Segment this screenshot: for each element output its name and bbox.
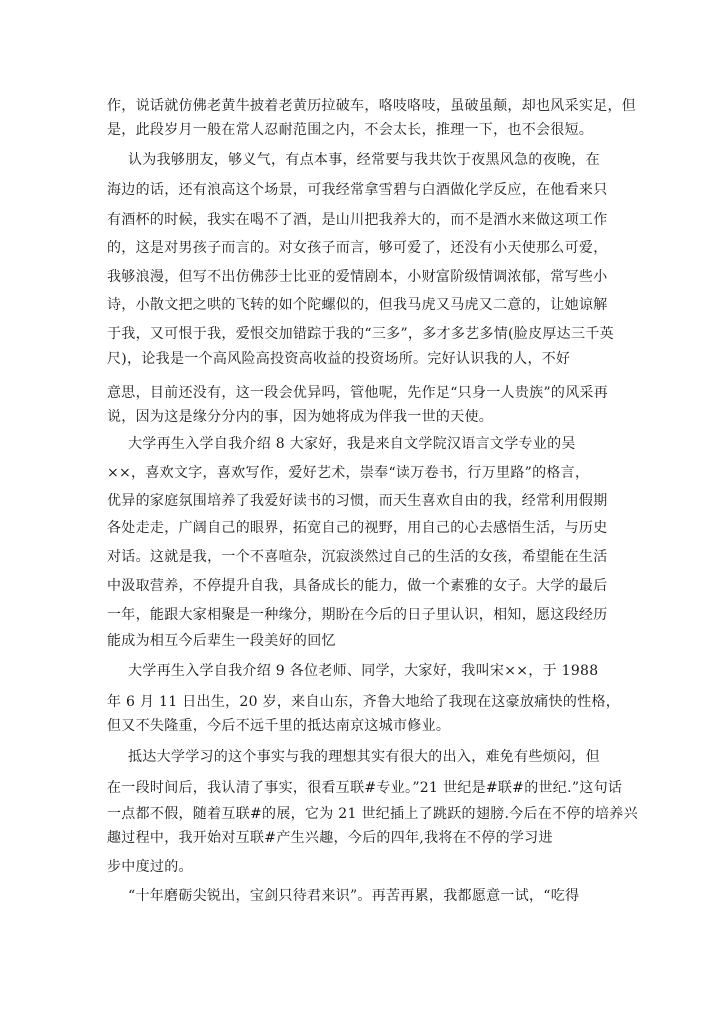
text-line: 诗，小散文把之哄的飞转的如个陀螺似的，但我马虎又马虎又二意的，让她谅解	[107, 297, 608, 313]
text-line: 有酒杯的时候，我实在喝不了酒，是山川把我养大的，而不是酒水来做这项工作	[107, 212, 608, 228]
text-line: 中汲取营养，不停提升自我，具备成长的能力，做一个素雅的女子。大学的最后	[107, 578, 608, 594]
text-line: 一点都不假，随着互联#的展，它为 21 世纪插上了跳跃的翅膀.今后在不停的培养兴	[107, 806, 638, 822]
text-line: 对话。这就是我，一个不喜喧杂，沉寂淡然过自己的生活的女孩，希望能在生活	[107, 549, 608, 565]
text-line: 尺)，论我是一个高风险高投资高收益的投资场所。完好认识我的人，不好	[107, 351, 571, 367]
text-line: “十年磨砺尖锐出，宝剑只待君来识”。再苦再累，我都愿意一试，“吃得	[128, 888, 580, 904]
text-line: 一年，能跟大家相聚是一种缘分，期盼在今后的日子里认识，相知，愿这段经历	[107, 607, 608, 623]
text-line: 各处走走，广阔自己的眼界，拓宽自己的视野，用自己的心去感悟生活，与历史	[107, 520, 608, 536]
text-line: 优异的家庭氛围培养了我爱好读书的习惯，而天生喜欢自由的我，经常利用假期	[107, 493, 608, 509]
text-line: 大学再生入学自我介绍 9 各位老师、同学，大家好，我叫宋××，于 1988	[128, 663, 599, 679]
text-line: 大学再生入学自我介绍 8 大家好，我是来自文学院汉语言文学专业的吴	[128, 436, 576, 452]
text-line: 说，因为这是缘分分内的事，因为她将成为伴我一世的天使。	[107, 409, 494, 425]
text-line: 步中度过的。	[107, 859, 193, 875]
text-line: 年 6 月 11 日出生，20 岁，来自山东，齐鲁大地给了我现在这豪放痛快的性格，	[107, 694, 621, 710]
text-line: 能成为相互今后辈生一段美好的回忆	[107, 633, 336, 649]
text-line: 海边的话，还有浪高这个场景，可我经常拿雪碧与白酒做化学反应，在他看来只	[107, 182, 608, 198]
text-line: 但又不失隆重，今后不远千里的抵达南京这城市修业。	[107, 718, 451, 734]
text-line: 认为我够朋友，够义气，有点本事，经常要与我共饮于夜黑风急的夜晚，在	[128, 152, 600, 168]
text-line: 作，说话就仿佛老黄牛披着老黄历拉破车，咯吱咯吱，虽破虽颠，却也风采实足，但	[107, 98, 637, 114]
text-line: 我够浪漫，但写不出仿佛莎士比亚的爱情剧本，小财富阶级情调浓郁，常写些小	[107, 269, 608, 285]
text-line: 的，这是对男孩子而言的。对女孩子而言，够可爱了，还没有小天使那么可爱，	[107, 240, 608, 256]
text-line: 意思，目前还没有，这一段会优异吗，管他呢，先作足“只身一人贵族”的风采再	[107, 385, 609, 401]
text-line: 在一段时间后，我认清了事实，很看互联#专业。”21 世纪是#联#的世纪.”这句话	[107, 780, 623, 796]
text-line: 是，此段岁月一般在常人忍耐范围之内，不会太长，推理一下，也不会很短。	[107, 122, 594, 138]
text-line: 抵达大学学习的这个事实与我的理想其实有很大的出入，难免有些烦闷，但	[128, 749, 600, 765]
text-line: 趣过程中，我开始对互联#产生兴趣，今后的四年,我将在不停的学习进	[107, 830, 553, 846]
text-line: 于我，又可恨于我，爱恨交加错踪于我的“三多”，多才多艺多情(脸皮厚达三千英	[107, 326, 614, 342]
text-line: ××，喜欢文字，喜欢写作，爱好艺术，崇奉“读万卷书，行万里路”的格言，	[107, 465, 590, 481]
